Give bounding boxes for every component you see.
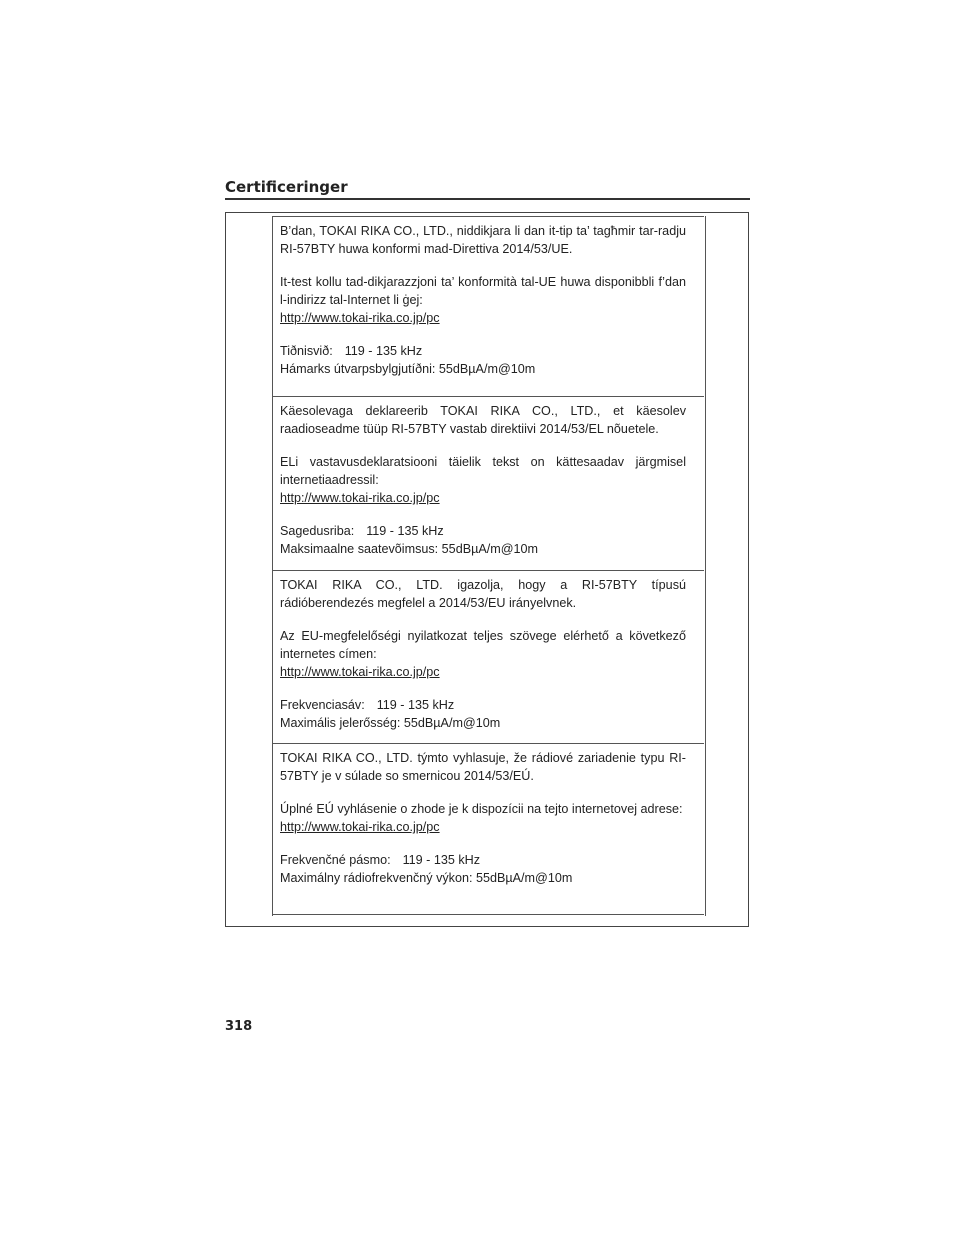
frequency-label: Frekvenciasáv: — [280, 698, 365, 712]
frequency-value: 119 - 135 kHz — [344, 344, 423, 358]
title-divider — [225, 198, 750, 200]
frequency-value: 119 - 135 kHz — [402, 853, 481, 867]
max-power: Hámarks útvarpsbylgjutíðni: 55dBµA/m@10m — [280, 362, 536, 376]
frequency-label: Tiðnisvið: — [280, 344, 333, 358]
frequency-label: Sagedusriba: — [280, 524, 355, 538]
max-power: Maksimaalne saatevõimsus: 55dBµA/m@10m — [280, 542, 539, 556]
declaration-statement: Käesolevaga deklareerib TOKAI RIKA CO., LTD., et käesolev raadioseadme tüüp RI-57BTY vastab direktiivi 2014/53/EL nõuetele. — [280, 404, 686, 436]
declaration-url-link[interactable]: http://www.tokai-rika.co.jp/pc — [280, 665, 440, 679]
section-title: Certificeringer — [225, 178, 348, 196]
declaration-sk — [272, 743, 704, 887]
declaration-url-link[interactable]: http://www.tokai-rika.co.jp/pc — [280, 491, 440, 505]
frequency-value: 119 - 135 kHz — [376, 698, 455, 712]
frequency-value: 119 - 135 kHz — [366, 524, 444, 538]
page-number: 318 — [225, 1019, 253, 1034]
max-power: Maximális jelerősség: 55dBµA/m@10m — [280, 716, 501, 730]
declaration-et — [272, 396, 704, 558]
declaration-url-link[interactable]: http://www.tokai-rika.co.jp/pc — [280, 820, 440, 834]
max-power: Maximálny rádiofrekvenčný výkon: 55dBµA/m@10m — [280, 871, 573, 885]
declaration-statement: TOKAI RIKA CO., LTD. igazolja, hogy a RI-57BTY típusú rádióberendezés megfelel a 2014/53/EU irányelvnek. — [280, 578, 686, 610]
declaration-statement: TOKAI RIKA CO., LTD. týmto vyhlasuje, že rádiové zariadenie typu RI-57BTY je v súlade so smernicou 2014/53/EÚ. — [280, 751, 686, 783]
declaration-fulltext: Az EU-megfelelőségi nyilatkozat teljes szövege elérhető a következő internetes címen: — [280, 629, 686, 661]
declaration-hu — [272, 570, 704, 732]
declaration-mt — [272, 216, 704, 378]
declaration-url-link[interactable]: http://www.tokai-rika.co.jp/pc — [280, 311, 440, 325]
declaration-fulltext: ELi vastavusdeklaratsiooni täielik tekst on kättesaadav järgmisel internetiaadressil: — [280, 455, 686, 487]
bottom-rule — [272, 914, 704, 915]
declaration-fulltext: Úplné EÚ vyhlásenie o zhode je k dispozícii na tejto internetovej adrese: — [280, 802, 683, 816]
declaration-statement: B’dan, TOKAI RIKA CO., LTD., niddikjara li dan it-tip ta’ tagħmir tar-radju RI-57BTY huwa konformi mad-Direttiva 2014/53/UE. — [280, 224, 686, 256]
declaration-fulltext: It-test kollu tad-dikjarazzjoni ta’ konformità tal-UE huwa disponibbli f’dan l-indirizz tal-Internet li ġej: — [280, 275, 686, 307]
frequency-label: Frekvenčné pásmo: — [280, 853, 391, 867]
